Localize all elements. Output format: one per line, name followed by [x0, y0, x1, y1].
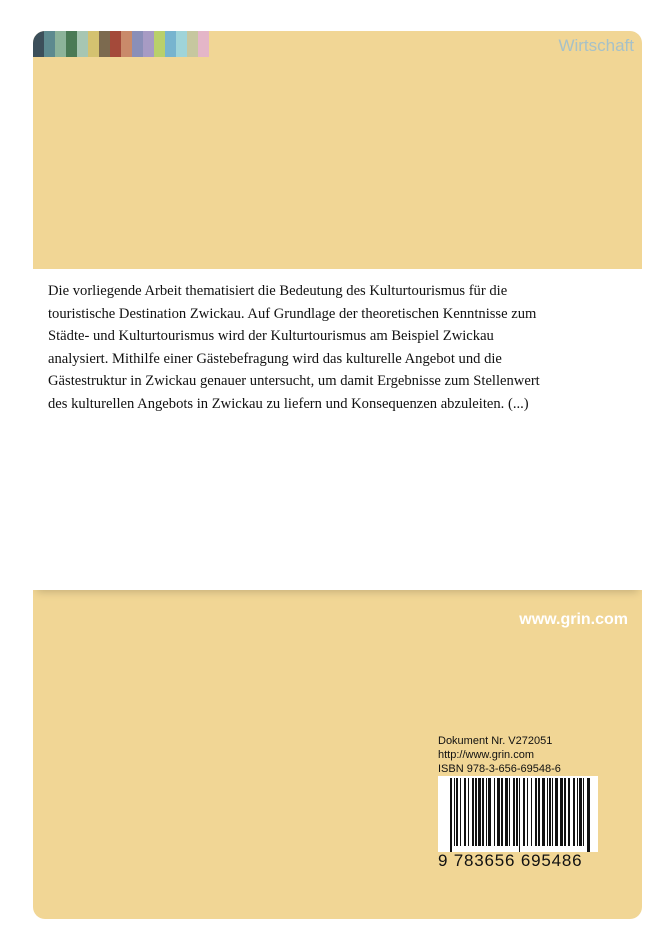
publication-info [438, 734, 561, 776]
color-stripe [77, 31, 88, 57]
color-stripe [165, 31, 176, 57]
color-stripe-band [33, 31, 209, 57]
color-stripe [198, 31, 209, 57]
isbn: ISBN 978-3-656-69548-6 [438, 763, 561, 775]
barcode-bars [438, 776, 598, 852]
color-stripe [44, 31, 55, 57]
document-number: Dokument Nr. V272051 [438, 735, 553, 747]
color-stripe [132, 31, 143, 57]
blurb-text: Die vorliegende Arbeit thematisiert die Bedeutung des Kulturtourismus für die touristische Destination Zwickau. Auf Grundlage der theoretischen Kenntnisse zum Städte- und Kulturtourismus wird der Kulturtourismus am Beispiel Zwickau analysiert. Mithilfe einer Gästebefragung wird das kulturelle Angebot und die Gästestruktur in Zwickau genauer untersucht, um damit Ergebnisse zum Stellenwert des kulturellen Angebots in Zwickau zu liefern und Konsequenzen abzuleiten. (...) [48, 283, 540, 412]
publisher-website: www.grin.com [519, 611, 628, 628]
color-stripe [55, 31, 66, 57]
color-stripe [187, 31, 198, 57]
color-stripe [154, 31, 165, 57]
color-stripe [110, 31, 121, 57]
publisher-url: http://www.grin.com [438, 749, 534, 761]
isbn-barcode [438, 776, 598, 874]
color-stripe [99, 31, 110, 57]
barcode-number: 9 783656 695486 [438, 851, 583, 870]
color-stripe [33, 31, 44, 57]
color-stripe [143, 31, 154, 57]
color-stripe [176, 31, 187, 57]
color-stripe [66, 31, 77, 57]
color-stripe [121, 31, 132, 57]
blurb-panel [33, 269, 642, 590]
color-stripe [88, 31, 99, 57]
category-label: Wirtschaft [558, 36, 634, 55]
